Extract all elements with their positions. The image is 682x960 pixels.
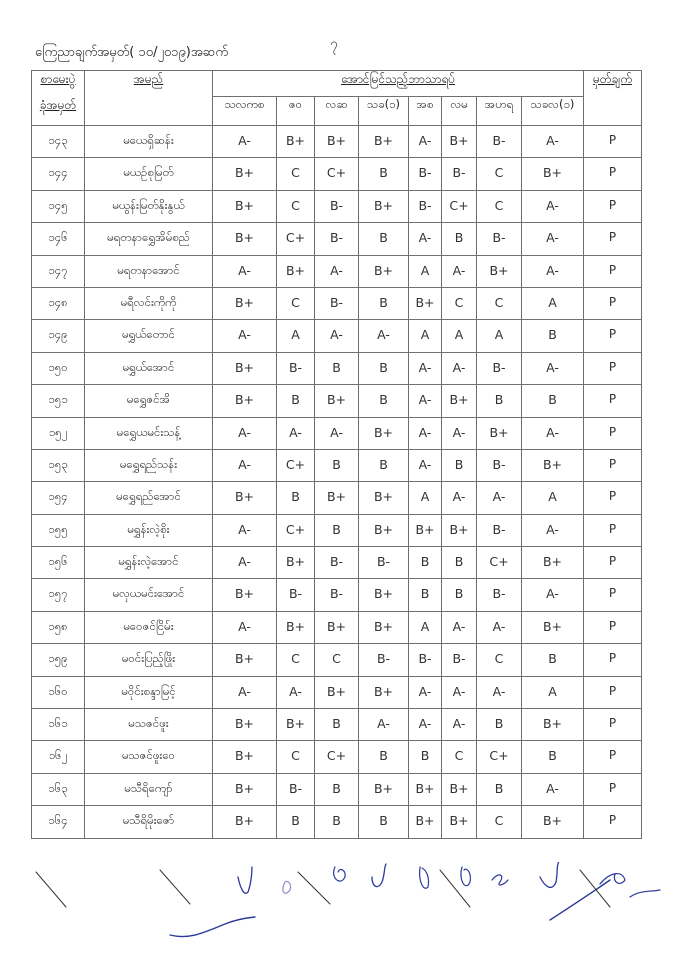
grade-cell: A- xyxy=(522,773,584,805)
grade-cell: B+ xyxy=(522,709,584,741)
grade-cell: A- xyxy=(442,255,477,287)
remark-cell: P xyxy=(584,514,642,546)
grade-cell: B- xyxy=(442,644,477,676)
grade-cell: C+ xyxy=(277,449,315,481)
grade-cell: B+ xyxy=(359,482,409,514)
remark-cell: P xyxy=(584,287,642,319)
grade-cell: A- xyxy=(359,709,409,741)
grade-cell: B- xyxy=(277,773,315,805)
student-name-cell: မရွှေဇင်အိ xyxy=(85,385,213,417)
grade-cell: C+ xyxy=(477,547,522,579)
subject-header: လဆ xyxy=(315,97,359,126)
grade-cell: A- xyxy=(522,126,584,158)
remarks-header: မှတ်ချက် xyxy=(584,71,642,126)
grade-cell: B+ xyxy=(213,482,277,514)
grade-cell: A- xyxy=(409,449,442,481)
grade-cell: A- xyxy=(442,676,477,708)
grade-cell: B+ xyxy=(409,773,442,805)
table-row xyxy=(32,676,642,708)
grade-cell: A- xyxy=(315,320,359,352)
grade-cell: B+ xyxy=(522,158,584,190)
table-row xyxy=(32,449,642,481)
grade-cell: B xyxy=(359,287,409,319)
table-row xyxy=(32,385,642,417)
grade-cell: B+ xyxy=(359,417,409,449)
table-row xyxy=(32,579,642,611)
grade-cell: A- xyxy=(213,676,277,708)
roll-number-cell: ၁၄၅ xyxy=(32,190,85,222)
grade-cell: A xyxy=(409,320,442,352)
grade-cell: A- xyxy=(442,352,477,384)
grade-cell: B+ xyxy=(213,741,277,773)
student-name-cell: မရတနာအောင် xyxy=(85,255,213,287)
grade-cell: B+ xyxy=(359,676,409,708)
document-title: ကြေညာချက်အမှတ်( ၁၀/၂၀၁၉)အဆက် xyxy=(35,45,229,60)
grade-cell: B+ xyxy=(277,611,315,643)
remark-cell: P xyxy=(584,255,642,287)
table-row xyxy=(32,223,642,255)
grade-cell: B xyxy=(442,449,477,481)
grade-cell: B xyxy=(442,579,477,611)
grade-cell: B+ xyxy=(277,126,315,158)
grade-cell: B xyxy=(359,385,409,417)
grade-cell: B+ xyxy=(442,385,477,417)
grade-cell: B xyxy=(522,741,584,773)
name-header: အမည် xyxy=(85,71,213,126)
grade-cell: B- xyxy=(277,352,315,384)
grade-cell: A- xyxy=(315,255,359,287)
grade-cell: B- xyxy=(315,547,359,579)
student-name-cell: မသီရိမိုးဇော် xyxy=(85,806,213,838)
grade-cell: A- xyxy=(213,320,277,352)
grade-cell: A- xyxy=(409,223,442,255)
grade-cell: B+ xyxy=(409,287,442,319)
grade-cell: B- xyxy=(409,644,442,676)
roll-number-cell: ၁၄၆ xyxy=(32,223,85,255)
roll-no-header-line1: စာမေးပွဲ xyxy=(40,72,76,86)
grade-cell: A- xyxy=(359,320,409,352)
table-row xyxy=(32,482,642,514)
grade-cell: B xyxy=(522,385,584,417)
grade-cell: A- xyxy=(213,449,277,481)
page-number: ၇ xyxy=(330,36,338,52)
grade-cell: B- xyxy=(442,158,477,190)
grade-cell: B- xyxy=(315,579,359,611)
grade-cell: C xyxy=(277,190,315,222)
grade-cell: A xyxy=(409,255,442,287)
remark-cell: P xyxy=(584,126,642,158)
grade-cell: B- xyxy=(477,449,522,481)
grade-cell: B+ xyxy=(213,223,277,255)
subject-header: သခ(၁) xyxy=(359,97,409,126)
roll-number-cell: ၁၅၇ xyxy=(32,579,85,611)
student-name-cell: မရွှယ်အောင် xyxy=(85,352,213,384)
grade-cell: C xyxy=(442,287,477,319)
grade-cell: B- xyxy=(315,223,359,255)
grade-cell: B- xyxy=(409,190,442,222)
student-name-cell: မယဥ်စုမြတ် xyxy=(85,158,213,190)
remark-cell: P xyxy=(584,158,642,190)
grade-cell: B+ xyxy=(213,158,277,190)
roll-number-cell: ၁၅၅ xyxy=(32,514,85,546)
roll-no-header xyxy=(32,71,85,126)
table-row xyxy=(32,806,642,838)
subject-header: သခလ(၁) xyxy=(522,97,584,126)
grade-cell: A- xyxy=(409,676,442,708)
grade-cell: B+ xyxy=(213,352,277,384)
roll-number-cell: ၁၆၃ xyxy=(32,773,85,805)
grade-cell: B+ xyxy=(359,611,409,643)
subjects-group-header: အောင်မြင်သည့်ဘာသာရပ် xyxy=(213,71,584,97)
student-name-cell: မယွန်းမြတ်နိုးနွယ် xyxy=(85,190,213,222)
subject-header: အဟရ xyxy=(477,97,522,126)
grade-cell: B xyxy=(477,773,522,805)
grade-cell: A xyxy=(522,287,584,319)
grade-cell: C xyxy=(277,287,315,319)
grade-cell: A- xyxy=(477,482,522,514)
roll-number-cell: ၁၅၄ xyxy=(32,482,85,514)
grade-cell: B xyxy=(315,806,359,838)
roll-number-cell: ၁၄၉ xyxy=(32,320,85,352)
grade-cell: A- xyxy=(277,676,315,708)
roll-number-cell: ၁၄၇ xyxy=(32,255,85,287)
grade-cell: A xyxy=(522,482,584,514)
table-row xyxy=(32,611,642,643)
grade-cell: A- xyxy=(442,611,477,643)
table-row xyxy=(32,547,642,579)
grade-cell: B xyxy=(409,741,442,773)
grade-cell: A- xyxy=(409,709,442,741)
grade-cell: A- xyxy=(477,676,522,708)
grade-cell: B xyxy=(522,644,584,676)
grade-cell: A- xyxy=(213,126,277,158)
grade-cell: B+ xyxy=(213,709,277,741)
table-row xyxy=(32,644,642,676)
student-name-cell: မရွှန်းလဲ့အောင် xyxy=(85,547,213,579)
grade-cell: B- xyxy=(477,352,522,384)
grade-cell: B+ xyxy=(442,126,477,158)
grade-cell: C+ xyxy=(442,190,477,222)
student-name-cell: မသီရိကျော် xyxy=(85,773,213,805)
remark-cell: P xyxy=(584,417,642,449)
header-row xyxy=(32,71,642,97)
roll-no-header-line2: ခုံအမှတ် xyxy=(39,98,77,112)
grade-cell: A- xyxy=(522,255,584,287)
roll-number-cell: ၁၅၀ xyxy=(32,352,85,384)
grade-cell: A- xyxy=(442,709,477,741)
grade-cell: C xyxy=(477,287,522,319)
grade-cell: A xyxy=(522,676,584,708)
grade-cell: A- xyxy=(522,223,584,255)
grade-cell: B+ xyxy=(442,514,477,546)
grade-cell: B+ xyxy=(359,773,409,805)
grade-cell: C xyxy=(277,158,315,190)
table-row xyxy=(32,352,642,384)
table-row xyxy=(32,255,642,287)
grade-cell: B xyxy=(315,709,359,741)
grade-cell: B+ xyxy=(277,547,315,579)
grade-cell: B+ xyxy=(359,255,409,287)
grade-cell: B xyxy=(359,352,409,384)
grade-cell: B+ xyxy=(477,255,522,287)
subject-header: လမ xyxy=(442,97,477,126)
grade-cell: B+ xyxy=(315,482,359,514)
grade-cell: A- xyxy=(477,611,522,643)
grade-cell: B+ xyxy=(409,514,442,546)
student-name-cell: မရီလင်းကိုကို xyxy=(85,287,213,319)
grade-cell: B+ xyxy=(442,773,477,805)
grade-cell: A xyxy=(477,320,522,352)
student-name-cell: မသဇင်ဖူး xyxy=(85,709,213,741)
grade-cell: B+ xyxy=(359,579,409,611)
grade-cell: B+ xyxy=(213,806,277,838)
grade-cell: A- xyxy=(522,417,584,449)
grade-cell: A- xyxy=(213,255,277,287)
remark-cell: P xyxy=(584,482,642,514)
remark-cell: P xyxy=(584,352,642,384)
grade-cell: B+ xyxy=(522,547,584,579)
roll-number-cell: ၁၅၁ xyxy=(32,385,85,417)
grade-cell: B- xyxy=(315,190,359,222)
grade-cell: A xyxy=(409,611,442,643)
grade-cell: A- xyxy=(442,482,477,514)
student-name-cell: မရွှေယမင်းသန့် xyxy=(85,417,213,449)
grade-cell: B xyxy=(315,514,359,546)
remark-cell: P xyxy=(584,806,642,838)
grade-cell: C xyxy=(442,741,477,773)
student-name-cell: မယေရှိဆန်း xyxy=(85,126,213,158)
grade-cell: B+ xyxy=(442,806,477,838)
grade-cell: B xyxy=(442,547,477,579)
student-name-cell: မဝင်းပြည့်ဖြိုး xyxy=(85,644,213,676)
remark-cell: P xyxy=(584,223,642,255)
table-row xyxy=(32,741,642,773)
roll-number-cell: ၁၄၃ xyxy=(32,126,85,158)
student-name-cell: မရွှန်းလဲ့စိုး xyxy=(85,514,213,546)
grade-cell: A- xyxy=(409,126,442,158)
grade-cell: A- xyxy=(213,514,277,546)
grade-cell: A- xyxy=(409,417,442,449)
grade-cell: B+ xyxy=(277,709,315,741)
grade-cell: A- xyxy=(315,417,359,449)
remark-cell: P xyxy=(584,741,642,773)
grade-cell: B+ xyxy=(213,190,277,222)
student-name-cell: မလှယမင်းအောင် xyxy=(85,579,213,611)
grade-cell: B- xyxy=(359,644,409,676)
grade-cell: B+ xyxy=(213,579,277,611)
grade-cell: C xyxy=(477,190,522,222)
student-name-cell: မရွှေရည်သန်း xyxy=(85,449,213,481)
remark-cell: P xyxy=(584,190,642,222)
roll-number-cell: ၁၅၉ xyxy=(32,644,85,676)
table-row xyxy=(32,287,642,319)
grade-cell: B xyxy=(359,741,409,773)
table-row xyxy=(32,514,642,546)
grade-cell: C xyxy=(277,644,315,676)
grade-cell: C xyxy=(277,741,315,773)
grade-cell: C+ xyxy=(315,158,359,190)
remark-cell: P xyxy=(584,449,642,481)
student-name-cell: မရတနာရွှေအိမ်စည် xyxy=(85,223,213,255)
grade-cell: A- xyxy=(409,352,442,384)
roll-number-cell: ၁၅၈ xyxy=(32,611,85,643)
student-name-cell: မသဇင်ဖူးဝေ xyxy=(85,741,213,773)
subject-header: ဇဝ xyxy=(277,97,315,126)
table-row xyxy=(32,190,642,222)
table-row xyxy=(32,158,642,190)
roll-number-cell: ၁၄၈ xyxy=(32,287,85,319)
grade-cell: B xyxy=(477,385,522,417)
grade-cell: A- xyxy=(213,417,277,449)
remark-cell: P xyxy=(584,709,642,741)
student-name-cell: မရွှေရည်အောင် xyxy=(85,482,213,514)
subject-header: အစ xyxy=(409,97,442,126)
grade-cell: B xyxy=(315,773,359,805)
grade-cell: C+ xyxy=(277,223,315,255)
results-body xyxy=(32,126,642,839)
grade-cell: B+ xyxy=(213,385,277,417)
remark-cell: P xyxy=(584,773,642,805)
grade-cell: A- xyxy=(409,385,442,417)
grade-cell: B xyxy=(277,482,315,514)
roll-number-cell: ၁၆၂ xyxy=(32,741,85,773)
student-name-cell: မဝေဇင်ငြိမ်း xyxy=(85,611,213,643)
grade-cell: B+ xyxy=(213,644,277,676)
roll-number-cell: ၁၅၂ xyxy=(32,417,85,449)
grade-cell: B- xyxy=(409,158,442,190)
remark-cell: P xyxy=(584,676,642,708)
roll-number-cell: ၁၆၄ xyxy=(32,806,85,838)
grade-cell: C xyxy=(477,806,522,838)
grade-cell: C+ xyxy=(277,514,315,546)
grade-cell: A- xyxy=(522,352,584,384)
grade-cell: A xyxy=(277,320,315,352)
student-name-cell: မရွှယ်တောင် xyxy=(85,320,213,352)
grade-cell: B xyxy=(409,579,442,611)
table-row xyxy=(32,126,642,158)
table-row xyxy=(32,320,642,352)
grade-cell: A- xyxy=(213,547,277,579)
grade-cell: B+ xyxy=(315,676,359,708)
table-row xyxy=(32,709,642,741)
grade-cell: B+ xyxy=(359,514,409,546)
student-name-cell: မဝိုင်းစန္ဒာမြင့် xyxy=(85,676,213,708)
grade-cell: C xyxy=(477,158,522,190)
grade-cell: B+ xyxy=(522,449,584,481)
grade-cell: C+ xyxy=(477,741,522,773)
grade-cell: C xyxy=(477,644,522,676)
grade-cell: B xyxy=(522,320,584,352)
grade-cell: A- xyxy=(522,579,584,611)
roll-number-cell: ၁၅၆ xyxy=(32,547,85,579)
grade-cell: B xyxy=(359,158,409,190)
roll-number-cell: ၁၆၁ xyxy=(32,709,85,741)
grade-cell: B xyxy=(442,223,477,255)
grade-cell: B xyxy=(359,806,409,838)
grade-cell: B- xyxy=(477,514,522,546)
grade-cell: B xyxy=(359,223,409,255)
grade-cell: B+ xyxy=(213,287,277,319)
grade-cell: C+ xyxy=(315,741,359,773)
grade-cell: A- xyxy=(442,417,477,449)
grade-cell: B xyxy=(359,449,409,481)
table-row xyxy=(32,417,642,449)
grade-cell: A xyxy=(409,482,442,514)
grade-cell: B- xyxy=(477,126,522,158)
results-table xyxy=(31,70,642,839)
remark-cell: P xyxy=(584,385,642,417)
grade-cell: B- xyxy=(477,579,522,611)
grade-cell: B- xyxy=(315,287,359,319)
grade-cell: B- xyxy=(477,223,522,255)
handwritten-signatures-icon xyxy=(0,862,682,960)
grade-cell: B xyxy=(477,709,522,741)
grade-cell: B+ xyxy=(477,417,522,449)
grade-cell: B xyxy=(315,352,359,384)
grade-cell: B+ xyxy=(359,126,409,158)
remark-cell: P xyxy=(584,611,642,643)
grade-cell: B+ xyxy=(213,773,277,805)
grade-cell: A- xyxy=(277,417,315,449)
grade-cell: B xyxy=(277,806,315,838)
roll-number-cell: ၁၆၀ xyxy=(32,676,85,708)
grade-cell: B- xyxy=(277,579,315,611)
roll-number-cell: ၁၄၄ xyxy=(32,158,85,190)
grade-cell: A- xyxy=(522,190,584,222)
table-row xyxy=(32,773,642,805)
grade-cell: C xyxy=(315,644,359,676)
remark-cell: P xyxy=(584,320,642,352)
grade-cell: B+ xyxy=(315,126,359,158)
grade-cell: B+ xyxy=(315,385,359,417)
subject-header: သလကစ xyxy=(213,97,277,126)
grade-cell: B+ xyxy=(315,611,359,643)
signature-area xyxy=(0,862,682,960)
grade-cell: B xyxy=(277,385,315,417)
grade-cell: B xyxy=(409,547,442,579)
remark-cell: P xyxy=(584,547,642,579)
remark-cell: P xyxy=(584,579,642,611)
grade-cell: B xyxy=(315,449,359,481)
grade-cell: B+ xyxy=(522,611,584,643)
grade-cell: B+ xyxy=(359,190,409,222)
grade-cell: B+ xyxy=(277,255,315,287)
roll-number-cell: ၁၅၃ xyxy=(32,449,85,481)
grade-cell: A- xyxy=(522,514,584,546)
grade-cell: B+ xyxy=(409,806,442,838)
grade-cell: B+ xyxy=(522,806,584,838)
grade-cell: A xyxy=(442,320,477,352)
remark-cell: P xyxy=(584,644,642,676)
grade-cell: B- xyxy=(359,547,409,579)
grade-cell: A- xyxy=(213,611,277,643)
